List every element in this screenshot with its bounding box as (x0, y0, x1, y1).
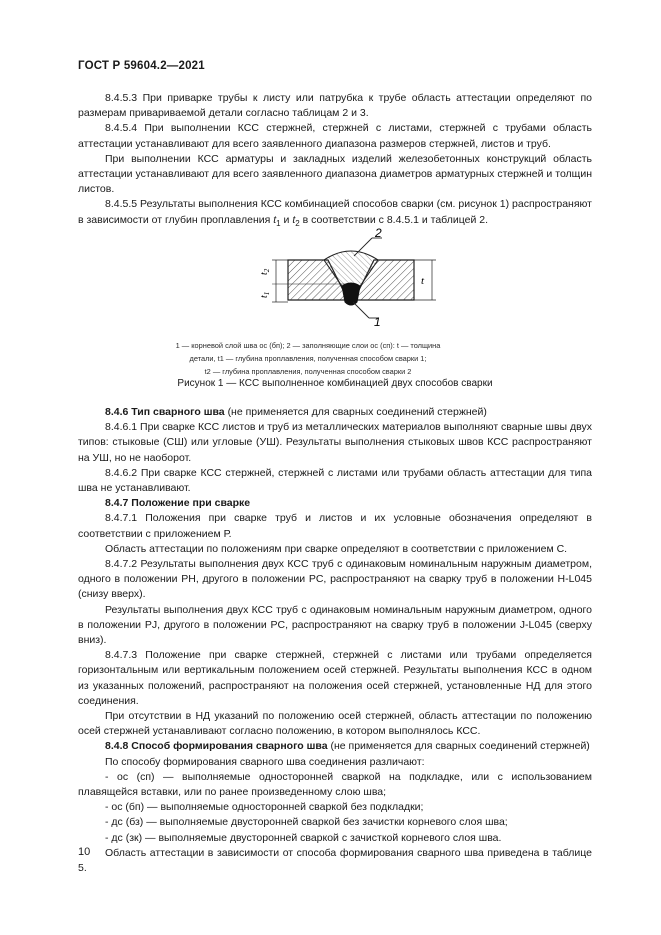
section-8-4-7: 8.4.7 Положение при сварке (105, 497, 251, 510)
paragraph-8-4-5-4: 8.4.5.4 При выполнении КСС стержней, стержней с листами, стержней с трубами область аттестации устанавливают для всего заявленного диапазона размеров стержней, листов и труб. (78, 122, 592, 150)
paragraph-8-4-8b: Область аттестации в зависимости от способа формирования сварного шва приведена в таблице 5. (78, 846, 592, 875)
list-item: - ос (сп) — выполняемые односторонней сваркой на подкладке, или с использованием плавящейся вставки, или по ранее произведенному слою шва; (78, 770, 592, 799)
paragraph-8-4-5-5: 8.4.5.5 Результаты выполнения КСС комбинацией способов сварки (см. рисунок 1) распространяют в зависимости от глубин проплавления $t_1$ и $t_2$ в соответствии с 8.4.5.1 и таблицей 2. (78, 198, 592, 228)
label-t: t (421, 275, 425, 287)
figure-notes (100, 339, 516, 378)
weld-drawing (78, 222, 592, 337)
section-8-4-6: 8.4.6 Тип сварного шва (не применяется для сварных соединений стержней) (105, 406, 487, 418)
list-item: - дс (бз) — выполняемые двусторонней сваркой без зачистки корневого слоя шва; (105, 816, 508, 829)
paragraph-8-4-7-2b: Результаты выполнения двух КСС труб с одинаковым номинальным наружным диаметром, одного в положении PJ, другого в положении PC, распространяют на сварку труб в положении J-L045 (сверху вниз). (78, 603, 592, 647)
svg-text:t2: $t_2$ (259, 268, 271, 275)
top-paragraphs (78, 91, 592, 231)
figure-note-1: 1 — корневой слой шва ос (бп); 2 — заполняющие слои ос (сп): t — толщина (175, 341, 441, 350)
lower-paragraphs (78, 405, 592, 876)
paragraph-8-4-6-2: 8.4.6.2 При сварке КСС стержней, стержней с листами или трубами область аттестации для типа шва не устанавливают. (78, 466, 592, 495)
svg-text:t1: $t_1$ (259, 291, 271, 298)
paragraph-8-4-6-1: 8.4.6.1 При сварке КСС листов и труб из металлических материалов выполняют сварные швы двух типов: стыковые (СШ) или угловые (УШ). Результаты выполнения стыковых швов КСС распространяют на УШ, но не наоборот. (78, 421, 592, 464)
paragraph-8-4-7-3b: При отсутствии в НД указаний по положению осей стержней, область аттестации по положению осей стержней устанавливают согласно положению, в котором выполнялось КСС. (78, 710, 592, 738)
figure-caption: Рисунок 1 — КСС выполненное комбинацией двух способов сварки (177, 378, 493, 389)
paragraph-reinforcement: При выполнении КСС арматуры и закладных изделий железобетонных конструкций область аттестации устанавливают для всего заявленного диапазона диаметров арматурных стержней и толщин листов. (78, 152, 592, 196)
list-item: - ос (бп) — выполняемые односторонней сваркой без подкладки; (105, 801, 424, 814)
list-item: - дс (зк) — выполняемые двусторонней сваркой с зачисткой корневого слоя шва. (105, 831, 502, 844)
paragraph-8-4-7-1: 8.4.7.1 Положения при сварке труб и листов и их условные обозначения определяют в соответствии с приложением Р. (78, 512, 592, 540)
label-t1 (259, 292, 271, 298)
paragraph-8-4-7-2: 8.4.7.2 Результаты выполнения двух КСС труб с одинаковым номинальным наружным диаметром, одного в положении PH, другого в положении PC, распространяют на сварку труб в положении H-L045 (снизу вверх). (78, 558, 592, 601)
paragraph-8-4-7-3: 8.4.7.3 Положение при сварке стержней, стержней с листами или трубами определяется горизонтальным или вертикальным положением осей стержней. Результаты выполнения КСС в одном из указанных положений, распространяют на положения осей стержней, установленные НД для этого соединения. (78, 649, 592, 707)
figure-note-3: t2 — глубина проплавления, полученная способом сварки 2 (204, 367, 412, 376)
label-2: 2 (375, 226, 382, 240)
paragraph-8-4-5-3: 8.4.5.3 При приварке трубы к листу или патрубка к трубе область аттестации определяют по размерам привариваемой детали согласно таблицам 2 и 3. (78, 92, 592, 120)
paragraph-8-4-7-1b: Область аттестации по положениям при сварке определяют в соответствии с приложением С. (105, 542, 568, 555)
page-number: 10 (78, 846, 91, 858)
root-layer (342, 283, 360, 305)
paragraph-8-4-8a: По способу формирования сварного шва соединения различают: (105, 755, 425, 768)
label-1: 1 (374, 315, 381, 329)
label-t2 (259, 268, 271, 275)
document-header: ГОСТ Р 59604.2—2021 (78, 60, 205, 72)
section-8-4-8: 8.4.8 Способ формирования сварного шва (не применяется для сварных соединений стержней) (105, 740, 590, 753)
figure-note-2: детали, t1 — глубина проплавления, полученная способом сварки 1; (189, 354, 427, 363)
